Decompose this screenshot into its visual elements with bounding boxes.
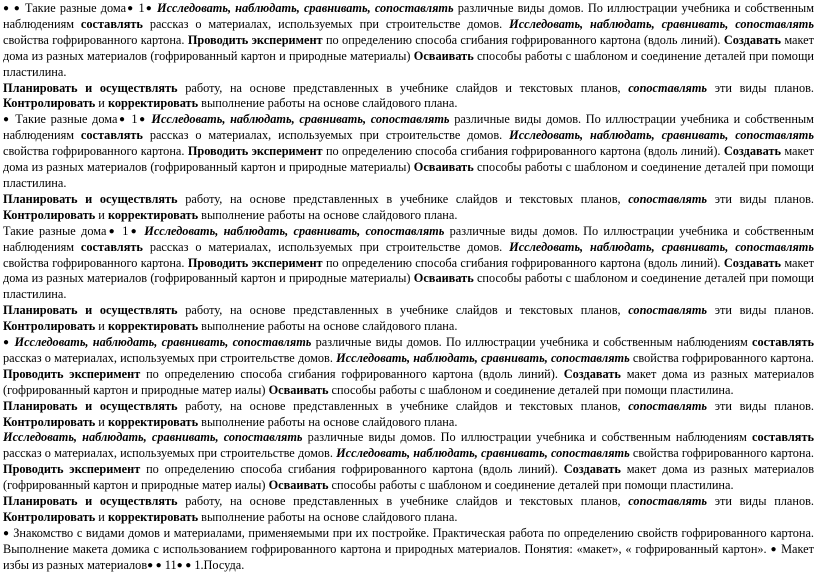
- bold-text: составлять: [80, 128, 143, 143]
- text: выполнение работы на основе слайдового плана.: [198, 319, 458, 334]
- text: различные виды домов. По иллюстрации учебника и собственным наблюдениям: [311, 335, 753, 350]
- bold-text: Контролировать: [3, 319, 96, 334]
- text: и: [95, 319, 108, 334]
- paragraph-8: [3, 399, 814, 431]
- paragraph-5: [3, 224, 814, 304]
- bold-text: корректировать: [107, 319, 199, 334]
- bullet-icon: ●: [137, 114, 147, 126]
- text: выполнение работы на основе слайдового плана.: [198, 207, 458, 222]
- bold-text: Проводить эксперимент: [3, 366, 141, 381]
- text: различные виды домов. По иллюстрации учебника и собственным наблюдениям: [3, 1, 814, 31]
- text: рассказ о материалах, используемых при строительстве домов.: [3, 350, 337, 365]
- paragraph-9: [3, 430, 814, 494]
- bold-italic-text: сопоставлять: [628, 398, 708, 413]
- text: по определению способа сгибания гофрированного картона (вдоль линий).: [322, 255, 724, 270]
- bold-text: Контролировать: [3, 510, 96, 524]
- text: выполнение работы на основе слайдового плана.: [198, 510, 458, 524]
- bold-text: Проводить эксперимент: [187, 255, 323, 270]
- text: способы работы с шаблоном и соединение деталей при помощи пластилина.: [3, 48, 814, 79]
- bold-text: Осваивать: [268, 382, 329, 397]
- bold-text: составлять: [752, 335, 815, 350]
- text: Такие разные дома: [20, 1, 127, 15]
- text: макет дома из разных материалов (гофрированный картон и природные материалы): [3, 255, 815, 286]
- text: свойства гофрированного картона.: [629, 446, 814, 461]
- bold-italic-text: Исследовать, наблюдать, сравнивать, сопоставлять: [509, 128, 814, 143]
- text: способы работы с шаблоном и соединение деталей при помощи пластилина.: [328, 382, 734, 397]
- bullet-icon: ●: [126, 3, 135, 14]
- bold-text: корректировать: [107, 510, 199, 524]
- bullet-icon: ●: [3, 337, 11, 349]
- bullet-icon: ●: [117, 114, 127, 126]
- bullet-icon: ●: [3, 114, 11, 126]
- bold-text: составлять: [752, 430, 814, 445]
- bold-text: Проводить эксперимент: [187, 144, 323, 159]
- bold-text: корректировать: [107, 207, 199, 222]
- bold-italic-text: сопоставлять: [628, 494, 708, 509]
- bold-text: Планировать и осуществлять: [3, 191, 178, 206]
- text: различные виды домов. По иллюстрации учебника и собственным наблюдениям: [3, 223, 814, 254]
- bold-italic-text: Исследовать, наблюдать, сравнивать, сопоставлять: [144, 223, 445, 238]
- text: эти виды планов.: [707, 191, 814, 206]
- text: свойства гофрированного картона.: [3, 255, 188, 270]
- paragraph-2: [3, 81, 814, 113]
- bold-italic-text: Исследовать, наблюдать, сравнивать, сопоставлять: [509, 239, 814, 254]
- text: по определению способа сгибания гофрированного картона (вдоль линий).: [140, 462, 564, 477]
- bold-text: Контролировать: [3, 96, 96, 111]
- text: 11: [161, 557, 177, 572]
- paragraph-6: [3, 303, 814, 335]
- text: макет дома из разных материалов (гофрированный картон и природные материалы): [3, 144, 815, 175]
- bold-italic-text: Исследовать, наблюдать, сравнивать, сопоставлять: [336, 446, 630, 461]
- bullet-icon: ● ●: [147, 559, 162, 571]
- text: способы работы с шаблоном и соединение деталей при помощи пластилина.: [328, 478, 734, 493]
- bold-italic-text: Исследовать, наблюдать, сравнивать, сопоставлять: [336, 350, 630, 365]
- bold-text: составлять: [80, 16, 143, 31]
- bold-text: Создавать: [723, 144, 781, 159]
- text: различные виды домов. По иллюстрации учебника и собственным наблюдениям: [302, 430, 753, 445]
- text: по определению способа сгибания гофрированного картона (вдоль линий).: [322, 32, 724, 47]
- text: работу, на основе представленных в учебнике слайдов и текстовых планов,: [177, 80, 629, 95]
- bold-text: Планировать и осуществлять: [3, 303, 178, 318]
- text: и: [95, 414, 108, 429]
- bold-italic-text: Исследовать, наблюдать, сравнивать, сопоставлять: [3, 430, 303, 445]
- text: работу, на основе представленных в учебнике слайдов и текстовых планов,: [177, 191, 629, 206]
- bold-text: Контролировать: [3, 414, 96, 429]
- text: выполнение работы на основе слайдового плана.: [198, 96, 458, 111]
- bold-italic-text: сопоставлять: [628, 303, 708, 318]
- paragraph-4: [3, 192, 814, 224]
- bullet-icon: ●: [770, 543, 778, 555]
- text: по определению способа сгибания гофрированного картона (вдоль линий).: [140, 366, 564, 381]
- bold-italic-text: Исследовать, наблюдать, сравнивать, сопоставлять: [509, 16, 814, 31]
- bullet-icon: ● ●: [176, 559, 192, 571]
- bold-text: составлять: [80, 239, 143, 254]
- paragraph-10: [3, 494, 814, 526]
- text: эти виды планов.: [707, 398, 814, 413]
- bold-text: Осваивать: [413, 160, 474, 175]
- text: рассказ о материалах, используемых при строительстве домов.: [3, 446, 337, 461]
- bold-text: Осваивать: [268, 478, 329, 493]
- bold-text: Контролировать: [3, 207, 96, 222]
- text: способы работы с шаблоном и соединение деталей при помощи пластилина.: [3, 160, 814, 190]
- bold-text: корректировать: [107, 96, 199, 111]
- text: эти виды планов.: [707, 80, 814, 95]
- text: 1: [134, 1, 145, 15]
- paragraph-3: [3, 112, 814, 192]
- text: 1.Посуда.: [191, 557, 245, 572]
- text: Такие разные дома: [3, 223, 107, 238]
- text: макет дома из разных материалов (гофрированный картон и природные материалы): [3, 32, 815, 63]
- bullet-icon: ●: [144, 3, 153, 14]
- bold-text: Создавать: [723, 32, 781, 47]
- bold-italic-text: сопоставлять: [628, 191, 708, 206]
- text: по определению способа сгибания гофрированного картона (вдоль линий).: [322, 144, 724, 159]
- bold-text: Осваивать: [413, 271, 474, 286]
- paragraph-1: [3, 1, 814, 81]
- bold-text: Создавать: [563, 366, 621, 381]
- bold-text: Планировать и осуществлять: [3, 494, 178, 509]
- text: Знакомство с видами домов и материалами, применяемыми при их постройке. Практическая работа по определению свойств гофрированного картона. Выполнение макета домика с использованием гофрированного картона и природных материалов. Понятия: «макет», « гофрированный картон».: [3, 525, 814, 556]
- text: макет дома из разных материалов (гофрированный картон и природные матер иалы): [3, 462, 814, 493]
- text: свойства гофрированного картона.: [3, 144, 188, 159]
- text: Такие разные дома: [10, 112, 118, 127]
- bold-text: Создавать: [723, 255, 781, 270]
- text: и: [95, 510, 108, 524]
- bold-text: Создавать: [563, 462, 621, 477]
- text: Макет избы из разных материалов: [3, 541, 815, 572]
- bold-italic-text: Исследовать, наблюдать, сравнивать, сопоставлять: [151, 112, 450, 127]
- text: работу, на основе представленных в учебнике слайдов и текстовых планов,: [177, 494, 629, 509]
- bullet-icon: ●: [106, 225, 117, 237]
- text: рассказ о материалах, используемых при строительстве домов.: [142, 128, 510, 143]
- bold-italic-text: сопоставлять: [628, 80, 708, 95]
- bold-text: Осваивать: [413, 48, 474, 63]
- bold-text: корректировать: [107, 414, 199, 429]
- text: способы работы с шаблоном и соединение деталей при помощи пластилина.: [3, 271, 814, 302]
- text: свойства гофрированного картона.: [3, 32, 188, 47]
- bullet-icon: ● ●: [3, 3, 21, 14]
- text: эти виды планов.: [707, 303, 814, 318]
- text: работу, на основе представленных в учебнике слайдов и текстовых планов,: [177, 303, 629, 318]
- bold-text: Планировать и осуществлять: [3, 398, 178, 413]
- text: и: [95, 96, 108, 111]
- text: макет дома из разных материалов (гофрированный картон и природные матер иалы): [3, 366, 814, 397]
- text: рассказ о материалах, используемых при строительстве домов.: [142, 239, 510, 254]
- bold-text: Планировать и осуществлять: [3, 80, 178, 95]
- bold-text: Проводить эксперимент: [3, 462, 141, 477]
- text: 1: [116, 223, 129, 238]
- text: рассказ о материалах, используемых при строительстве домов.: [142, 16, 510, 31]
- text: различные виды домов. По иллюстрации учебника и собственным наблюдениям: [3, 112, 814, 143]
- paragraph-7: [3, 335, 814, 399]
- text: и: [95, 207, 108, 222]
- bold-text: Проводить эксперимент: [187, 32, 323, 47]
- text: эти виды планов.: [707, 494, 814, 509]
- paragraph-11: [3, 526, 814, 574]
- text: работу, на основе представленных в учебнике слайдов и текстовых планов,: [177, 398, 629, 413]
- text: свойства гофрированного картона.: [629, 350, 814, 365]
- bullet-icon: ●: [128, 225, 139, 237]
- text: 1: [126, 112, 138, 127]
- bullet-icon: ●: [3, 527, 10, 539]
- bold-italic-text: Исследовать, наблюдать, сравнивать, сопоставлять: [14, 335, 312, 350]
- text: выполнение работы на основе слайдового плана.: [198, 414, 458, 429]
- bold-italic-text: Исследовать, наблюдать, сравнивать, сопоставлять: [157, 1, 454, 15]
